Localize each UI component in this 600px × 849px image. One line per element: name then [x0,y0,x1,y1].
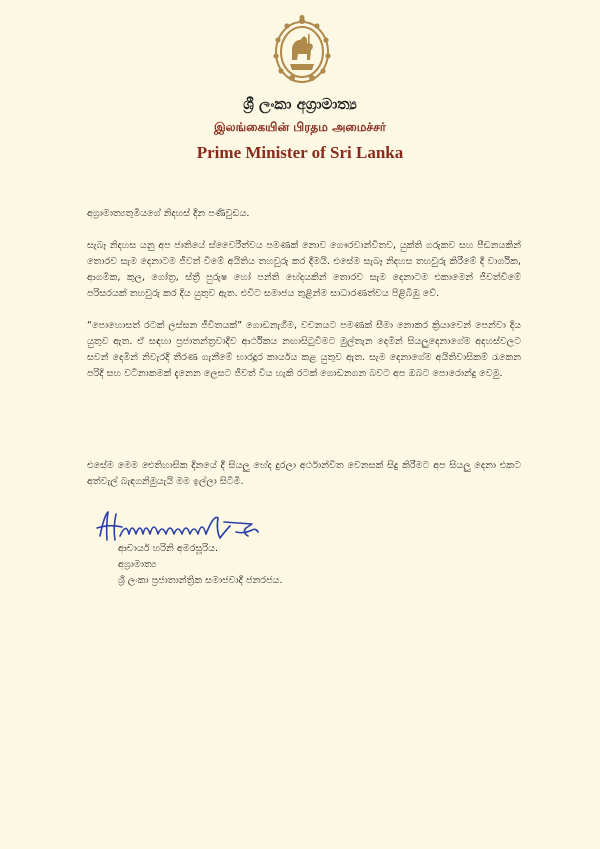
letterhead-title-english: Prime Minister of Sri Lanka [196,143,404,162]
letter-paragraph-3: එසේම මෙම ඓතිහාසික දිනයේ දී සියලු භේද දුරලා අර්ථාන්විත වෙනසක් සිදු කිරීමට අප සියලු දෙනා එකට අත්වැල් බැඳගනිමුයැයි මම ඉල්ලා සිටිමි. [87,460,521,487]
signatory-name: ආචාර්ය හරිනි අමරසූරිය. [118,543,219,554]
letterhead-title-tamil: இலங்கையின் பிரதம அமைச்சர் [213,120,386,134]
signatory-title: අග්‍රාමාත්‍ය [118,559,157,570]
signatory-country: ශ්‍රී ලංකා ප්‍රජාතාන්ත්‍රික සමාජවාදී ජනරජය. [118,575,283,586]
letter-paragraph-2: “පොහොසත් රටක් ලස්සන ජීවිතයක්” ගොඩනැගීම, වචනයට පමණක් සීමා නොකර ක්‍රියාවෙන් පෙන්වා දිය යුතුව ඇත. ඒ සඳහා ප්‍රජාතන්ත්‍රවාදීව ආර්ථිකය නඟාසිටුවීමට මුල්තැන දෙමින් සියලුදෙනාගේම අදහස්වලට සවන් දෙමින් නිවැරදි තීරණ ගැනීමේ භාරදූර කාර්යය කළ යුතුව ඇත. සැම දෙනාගේම අයිතිවාසිකම් රැකෙන පරිදි සහ වටිනාකමක් දැනෙන ලෙසට ජීවත් විය හැකි රටක් ගොඩනගන බවට අප ඔබට පොරොන්දු වෙමු. [87,320,521,379]
letter-paragraph-1: සැබෑ නිදහස යනු අප ජාතියේ ස්වෛරීත්වය පමණක් නොව ගෞරවාන්විතව, යුක්ති ගරුකව සහ පීඩනයකින් තොරව සැම දෙනාටම ජීවත් වීමේ අයිතිය තහවුරු කර දීමයි. එසේම සැබෑ නිදහස තහවුරු කිරීමේ දී වාර්ගික, ආගමික, කුල, ගෝත්‍ර, ස්ත්‍රී පුරුෂ හෝ පන්ති භේදයකින් තොරව සැම දෙනාටම එකාමෙන් ජීවත්වීමේ පරිසරයක් තහවුරු කර දිය යුතුව ඇත. එවිට සමාජය තුළින්ම සාධාරණත්වය පිළිබිඹු වේ. [87,240,521,299]
sri-lanka-emblem-icon [270,14,334,90]
letterhead-title-sinhala: ශ්‍රී ලංකා අග්‍රාමාත්‍ය [243,95,357,113]
letter-greeting: අග්‍රාමාත්‍යතුමියගේ නිදහස් දින පණිවුඩය. [87,208,250,219]
